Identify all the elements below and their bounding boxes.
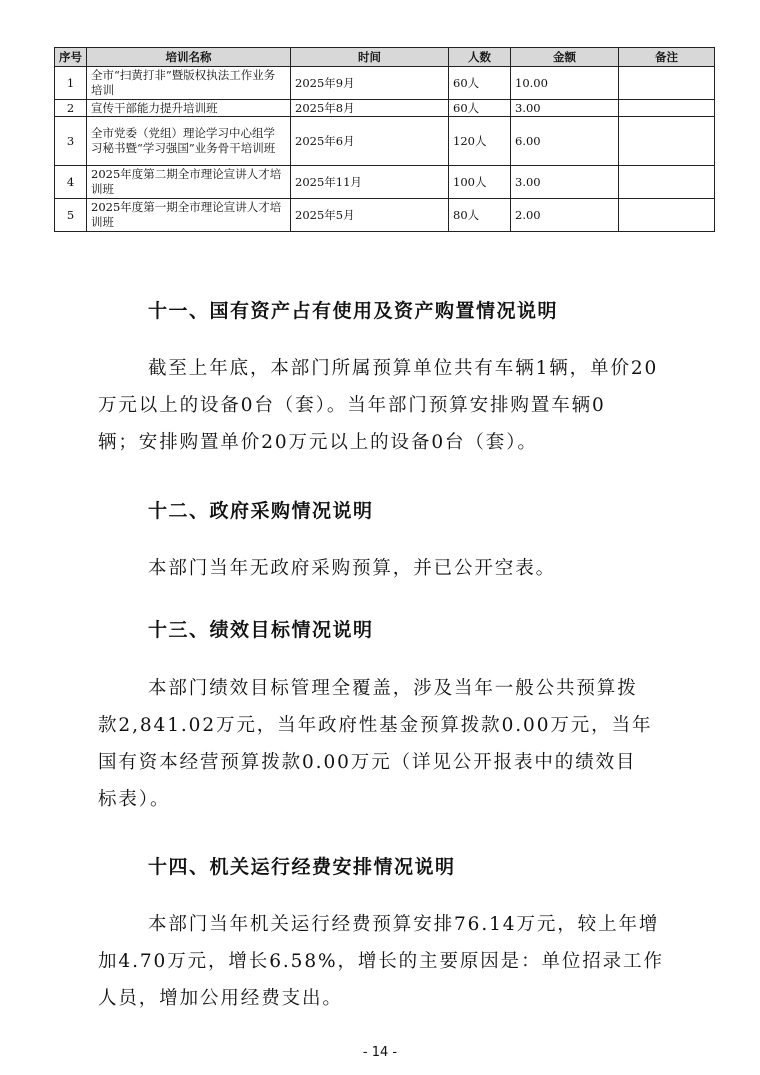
section-body-13 [98, 670, 698, 818]
header-note: 备注 [619, 48, 715, 67]
cell-name: 2025年度第二期全市理论宣讲人才培训班 [87, 166, 291, 199]
cell-amount: 2.00 [511, 199, 619, 232]
cell-index: 3 [55, 117, 87, 166]
cell-index: 1 [55, 67, 87, 100]
page-number: - 14 - [362, 1045, 398, 1060]
table-row [55, 117, 715, 166]
cell-amount: 3.00 [511, 166, 619, 199]
body-line: 本部门当年机关运行经费预算安排76.14万元，较上年增 [148, 914, 660, 935]
section-body-12 [98, 550, 698, 587]
cell-name: 宣传干部能力提升培训班 [87, 100, 291, 117]
header-amount: 金额 [511, 48, 619, 67]
header-people: 人数 [449, 48, 511, 67]
cell-name: 全市党委（党组）理论学习中心组学习秘书暨“学习强国”业务骨干培训班 [87, 117, 291, 166]
cell-time: 2025年11月 [291, 166, 449, 199]
cell-index: 4 [55, 166, 87, 199]
cell-note [619, 199, 715, 232]
cell-people: 80人 [449, 199, 511, 232]
table-row [55, 67, 715, 100]
body-line: 标表）。 [98, 789, 171, 810]
table-row [55, 199, 715, 232]
cell-note [619, 166, 715, 199]
cell-note [619, 117, 715, 166]
cell-amount: 10.00 [511, 67, 619, 100]
table-row [55, 100, 715, 117]
body-line: 国有资本经营预算拨款0.00万元（详见公开报表中的绩效目 [98, 752, 637, 773]
body-line: 本部门绩效目标管理全覆盖，涉及当年一般公共预算拨 [148, 678, 638, 699]
cell-note [619, 67, 715, 100]
section-body-14 [98, 906, 698, 1017]
header-time: 时间 [291, 48, 449, 67]
section-heading-12: 十二、政府采购情况说明 [148, 500, 374, 522]
cell-people: 60人 [449, 67, 511, 100]
cell-name: 全市“扫黄打非”暨版权执法工作业务培训 [87, 67, 291, 100]
body-line: 万元以上的设备0台（套）。当年部门预算安排购置车辆0 [98, 395, 606, 416]
body-line: 人员，增加公用经费支出。 [98, 988, 343, 1009]
section-heading-13: 十三、绩效目标情况说明 [148, 619, 374, 641]
cell-people: 100人 [449, 166, 511, 199]
cell-index: 2 [55, 100, 87, 117]
section-heading-14: 十四、机关运行经费安排情况说明 [148, 856, 456, 878]
cell-time: 2025年9月 [291, 67, 449, 100]
cell-index: 5 [55, 199, 87, 232]
header-index: 序号 [55, 48, 87, 67]
body-line: 截至上年底，本部门所属预算单位共有车辆1辆，单价20 [148, 358, 659, 379]
cell-people: 120人 [449, 117, 511, 166]
header-name: 培训名称 [87, 48, 291, 67]
table-row [55, 166, 715, 199]
table-header-row [55, 48, 715, 67]
section-body-11 [98, 350, 698, 461]
cell-people: 60人 [449, 100, 511, 117]
cell-note [619, 100, 715, 117]
body-line: 本部门当年无政府采购预算，并已公开空表。 [148, 558, 557, 579]
cell-amount: 3.00 [511, 100, 619, 117]
cell-name: 2025年度第一期全市理论宣讲人才培训班 [87, 199, 291, 232]
cell-amount: 6.00 [511, 117, 619, 166]
section-heading-11: 十一、国有资产占有使用及资产购置情况说明 [148, 300, 559, 322]
body-line: 款2,841.02万元，当年政府性基金预算拨款0.00万元，当年 [98, 715, 653, 736]
body-line: 加4.70万元，增长6.58%，增长的主要原因是：单位招录工作 [98, 951, 664, 972]
cell-time: 2025年6月 [291, 117, 449, 166]
cell-time: 2025年8月 [291, 100, 449, 117]
training-table [54, 47, 715, 232]
cell-time: 2025年5月 [291, 199, 449, 232]
body-line: 辆；安排购置单价20万元以上的设备0台（套）。 [98, 432, 538, 453]
